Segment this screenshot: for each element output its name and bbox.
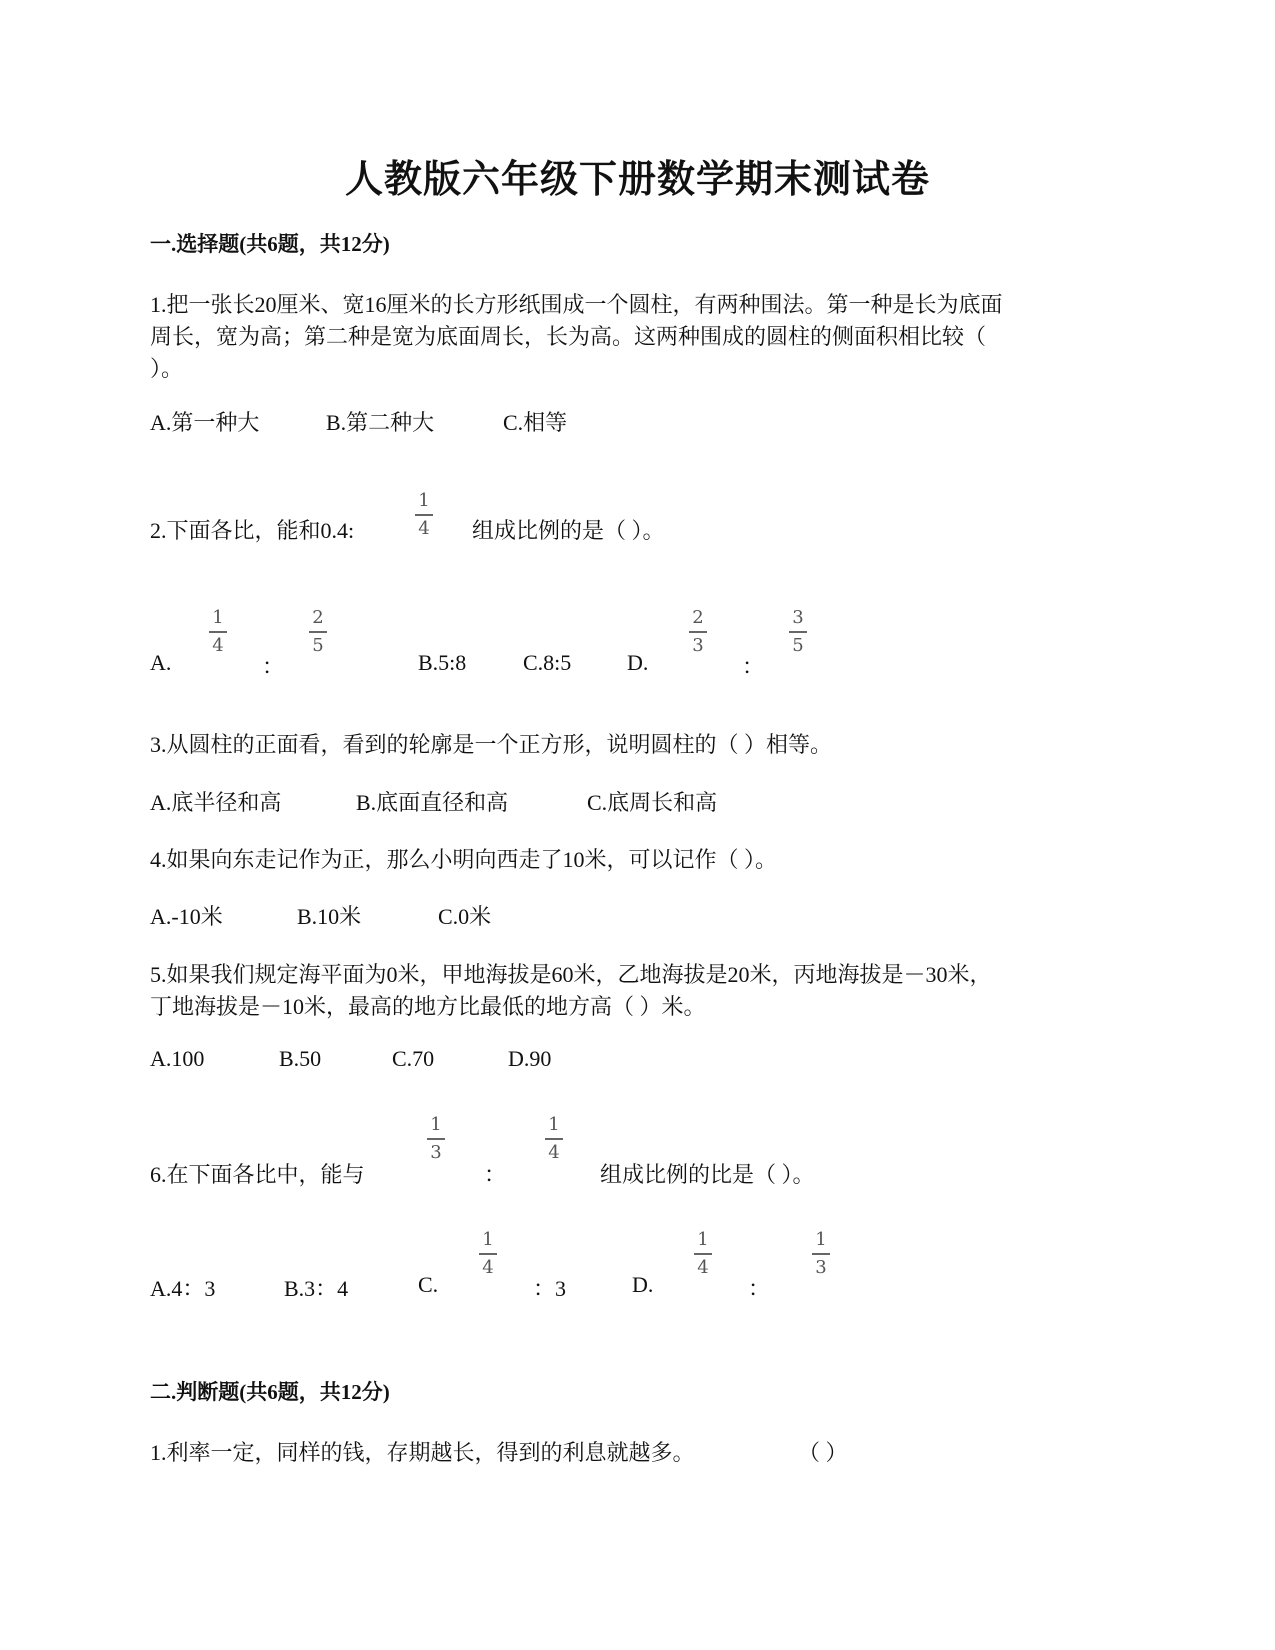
section-heading-judge: 二.判断题(共6题，共12分)	[150, 1380, 390, 1404]
q6-option-c-fraction	[477, 1229, 499, 1279]
q2-prefix: 2.下面各比，能和0.4:	[150, 518, 355, 543]
fraction-denominator: 4	[548, 1141, 560, 1163]
page-title: 人教版六年级下册数学期末测试卷	[344, 159, 930, 201]
fraction-denominator: 4	[212, 634, 224, 656]
fraction-numerator: 1	[548, 1114, 560, 1135]
fraction-bar	[789, 631, 807, 633]
q5-option-c: C.70	[392, 1046, 435, 1071]
q2-option-a-fraction2	[307, 607, 329, 657]
q3-option-b: B.底面直径和高	[356, 790, 509, 815]
section-heading-choice: 一.选择题(共6题，共12分)	[150, 232, 390, 256]
q6-fraction2	[543, 1114, 565, 1164]
q6-prefix: 6.在下面各比中，能与	[150, 1162, 365, 1187]
fraction-denominator: 4	[418, 517, 430, 539]
q5-option-d: D.90	[508, 1046, 552, 1071]
q2-option-a-colon: ：	[262, 654, 285, 679]
q6-option-d-fraction1	[692, 1229, 714, 1279]
fraction-numerator: 1	[418, 490, 430, 511]
fraction-denominator: 3	[692, 634, 704, 656]
q6-fraction1	[425, 1114, 447, 1164]
q4-text: 4.如果向东走记作为正，那么小明向西走了10米，可以记作（ ）。	[150, 847, 778, 872]
fraction-numerator: 1	[815, 1229, 827, 1250]
s2-q1-answer-bracket: （ ）	[798, 1440, 848, 1465]
q2-option-d-colon: ：	[742, 654, 765, 679]
q2-option-a-label: A.	[150, 650, 172, 675]
fraction-bar	[689, 631, 707, 633]
q1-text-line1: 1.把一张长20厘米、宽16厘米的长方形纸围成一个圆柱，有两种围法。第一种是长为底面	[150, 292, 1003, 317]
q6-option-c-rest: ：3	[533, 1276, 567, 1301]
fraction-numerator: 2	[692, 607, 704, 628]
q6-suffix: 组成比例的比是（ ）。	[600, 1162, 815, 1187]
q6-option-c-label: C.	[418, 1272, 439, 1297]
q1-option-c: C.相等	[503, 410, 568, 435]
fraction-denominator: 4	[697, 1256, 709, 1278]
fraction-numerator: 2	[312, 607, 324, 628]
fraction-denominator: 3	[815, 1256, 827, 1278]
fraction-denominator: 5	[312, 634, 324, 656]
s2-q1-text: 1.利率一定，同样的钱，存期越长，得到的利息就越多。	[150, 1440, 695, 1465]
fraction-numerator: 1	[430, 1114, 442, 1135]
fraction-bar	[479, 1253, 497, 1255]
q6-option-b: B.3：4	[284, 1276, 349, 1301]
fraction-bar	[309, 631, 327, 633]
q1-option-b: B.第二种大	[326, 410, 435, 435]
q5-text-line2: 丁地海拔是－10米，最高的地方比最低的地方高（ ）米。	[150, 994, 706, 1019]
q4-option-b: B.10米	[297, 904, 362, 929]
q2-option-b: B.5:8	[418, 650, 467, 675]
q2-suffix: 组成比例的是（ ）。	[472, 518, 665, 543]
q3-option-c: C.底周长和高	[587, 790, 718, 815]
q3-option-a: A.底半径和高	[150, 790, 282, 815]
q2-fraction	[413, 490, 435, 540]
q2-option-d-fraction2	[787, 607, 809, 657]
fraction-numerator: 1	[697, 1229, 709, 1250]
fraction-numerator: 1	[212, 607, 224, 628]
q5-option-b: B.50	[279, 1046, 322, 1071]
q2-option-a-fraction1	[207, 607, 229, 657]
fraction-bar	[427, 1138, 445, 1140]
q6-option-d-colon: ：	[748, 1276, 771, 1301]
q5-text-line1: 5.如果我们规定海平面为0米，甲地海拔是60米，乙地海拔是20米，丙地海拔是－30米，	[150, 962, 992, 987]
q1-text-line3: ）。	[150, 356, 184, 381]
q2-option-d-fraction1	[687, 607, 709, 657]
fraction-numerator: 1	[482, 1229, 494, 1250]
q4-option-a: A.-10米	[150, 904, 223, 929]
q5-option-a: A.100	[150, 1046, 205, 1071]
q6-option-d-fraction2	[810, 1229, 832, 1279]
q1-option-a: A.第一种大	[150, 410, 260, 435]
fraction-denominator: 5	[792, 634, 804, 656]
q6-option-d-label: D.	[632, 1272, 654, 1297]
q1-text-line2: 周长，宽为高；第二种是宽为底面周长，长为高。这两种围成的圆柱的侧面积相比较（	[150, 324, 987, 349]
fraction-bar	[694, 1253, 712, 1255]
q6-option-a: A.4：3	[150, 1276, 216, 1301]
fraction-bar	[812, 1253, 830, 1255]
fraction-bar	[209, 631, 227, 633]
fraction-bar	[545, 1138, 563, 1140]
q6-colon: ：	[484, 1162, 507, 1187]
q4-option-c: C.0米	[438, 904, 492, 929]
q3-text: 3.从圆柱的正面看，看到的轮廓是一个正方形，说明圆柱的（ ）相等。	[150, 732, 833, 757]
fraction-denominator: 4	[482, 1256, 494, 1278]
fraction-bar	[415, 514, 433, 516]
fraction-numerator: 3	[792, 607, 804, 628]
q2-option-c: C.8:5	[523, 650, 572, 675]
fraction-denominator: 3	[430, 1141, 442, 1163]
q2-option-d-label: D.	[627, 650, 649, 675]
